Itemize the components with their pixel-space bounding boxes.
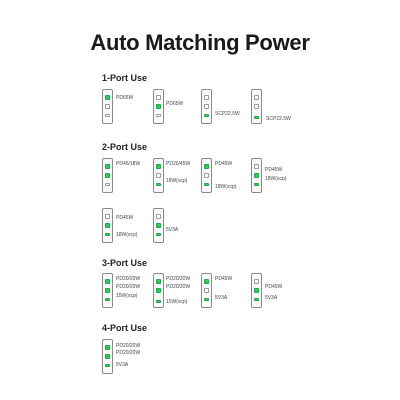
port-c1 <box>156 164 161 169</box>
charger-4-port-a <box>102 339 113 374</box>
port-c1 <box>254 95 259 100</box>
label-pd65w: PD65W <box>116 95 134 101</box>
charger-3-port-d <box>251 273 262 308</box>
port-c2 <box>105 104 110 109</box>
port-c1 <box>105 95 110 100</box>
section-4-port-use: 4-Port Use <box>102 323 148 333</box>
port-a <box>156 114 161 117</box>
port-a <box>105 183 110 186</box>
port-c2 <box>156 288 161 293</box>
section-3-port-use: 3-Port Use <box>102 258 148 268</box>
charger-2-port-b <box>153 158 164 193</box>
label-pd20-20w: PD20/20W <box>116 343 141 349</box>
port-c2 <box>105 223 110 228</box>
port-c2 <box>105 173 110 178</box>
port-c1 <box>204 279 209 284</box>
section-2-port-use: 2-Port Use <box>102 142 148 152</box>
label-pd45-18w: PD45/18W <box>116 161 141 167</box>
port-c1 <box>254 164 259 169</box>
label-pd20-20w: PD20/20W <box>116 284 141 290</box>
charger-3-port-a <box>102 273 113 308</box>
port-c1 <box>156 214 161 219</box>
label-scp22-5w: SCP22.5W <box>266 116 291 122</box>
label-pd20-45w: PD20/45W <box>166 161 191 167</box>
charger-2-port-f <box>153 208 164 243</box>
label-5v3a: 5V3A <box>166 227 179 233</box>
port-a <box>156 233 161 236</box>
port-c2 <box>156 104 161 109</box>
port-a <box>254 298 259 301</box>
port-c2 <box>204 104 209 109</box>
label-5v3a: 5V3A <box>116 362 129 368</box>
port-c2 <box>156 223 161 228</box>
port-c2 <box>254 173 259 178</box>
port-c1 <box>105 164 110 169</box>
label-pd45w: PD45W <box>265 284 283 290</box>
port-a <box>204 114 209 117</box>
label-18w-scp: 18W(scp) <box>116 232 138 238</box>
charger-1-port-a <box>102 89 113 124</box>
charger-2-port-a <box>102 158 113 193</box>
label-pd45w: PD45W <box>215 276 233 282</box>
port-a <box>156 183 161 186</box>
port-a <box>156 300 161 303</box>
label-18w-scp: 18W(scp) <box>265 176 287 182</box>
port-c2 <box>254 288 259 293</box>
label-pd20-20w: PD20/20W <box>166 276 191 282</box>
port-a <box>204 183 209 186</box>
port-c1 <box>204 164 209 169</box>
label-pd65w: PD65W <box>166 101 184 107</box>
label-pd45w: PD45W <box>215 161 233 167</box>
charger-1-port-d <box>251 89 262 124</box>
port-c1 <box>254 279 259 284</box>
port-c1 <box>105 279 110 284</box>
port-a <box>254 116 259 119</box>
label-pd45w: PD45W <box>116 215 134 221</box>
port-c2 <box>204 288 209 293</box>
label-18w-scp: 18W(scp) <box>166 178 188 184</box>
charger-1-port-b <box>153 89 164 124</box>
port-a <box>105 233 110 236</box>
port-a <box>105 364 110 367</box>
charger-3-port-b <box>153 273 164 308</box>
label-pd20-20w: PD20/20W <box>116 350 141 356</box>
section-1-port-use: 1-Port Use <box>102 73 148 83</box>
port-c2 <box>156 173 161 178</box>
charger-2-port-d <box>251 158 262 193</box>
port-a <box>105 114 110 117</box>
label-pd45w: PD45W <box>265 167 283 173</box>
port-c1 <box>156 279 161 284</box>
charger-2-port-e <box>102 208 113 243</box>
label-15w-scp: 15W(scp) <box>116 293 138 299</box>
port-a <box>105 298 110 301</box>
port-c1 <box>156 95 161 100</box>
port-c1 <box>105 214 110 219</box>
label-18w-scp: 18W(scp) <box>215 184 237 190</box>
label-5v3a: 5V3A <box>265 295 278 301</box>
page-title: Auto Matching Power <box>90 30 310 55</box>
port-c1 <box>204 95 209 100</box>
label-pd20-20w: PD20/20W <box>166 284 191 290</box>
label-5v3a: 5V3A <box>215 295 228 301</box>
label-15w-scp: 15W(scp) <box>166 299 188 305</box>
charger-2-port-c <box>201 158 212 193</box>
port-c2 <box>105 354 110 359</box>
port-c2 <box>254 104 259 109</box>
port-c1 <box>105 345 110 350</box>
charger-1-port-c <box>201 89 212 124</box>
label-pd20-20w: PD20/20W <box>116 276 141 282</box>
port-a <box>204 298 209 301</box>
charger-3-port-c <box>201 273 212 308</box>
port-c2 <box>204 173 209 178</box>
port-c2 <box>105 288 110 293</box>
label-scp22-5w: SCP22.5W <box>215 111 240 117</box>
port-a <box>254 183 259 186</box>
